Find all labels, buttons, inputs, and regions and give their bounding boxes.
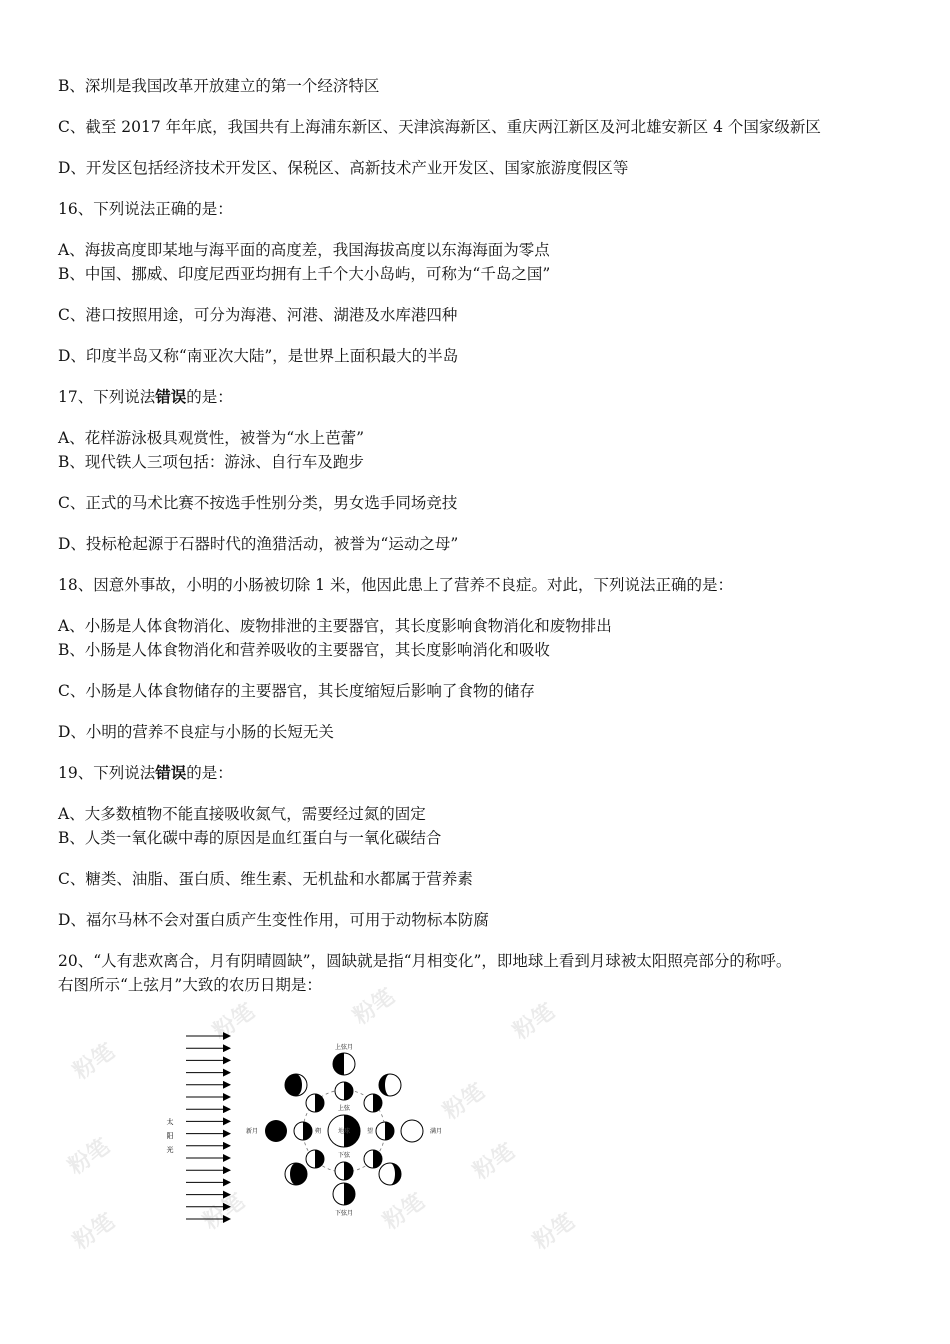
sunlight-label-char: 太 bbox=[166, 1118, 174, 1126]
option-b-18: B、小肠是人体食物消化和营养吸收的主要器官，其长度影响消化和吸收 bbox=[58, 641, 550, 659]
inner-moon-new bbox=[294, 1122, 312, 1140]
watermark-text: 粉笔 bbox=[349, 984, 400, 1030]
outer-moon-waning-gibbous bbox=[379, 1163, 401, 1185]
option-d-19: D、福尔马林不会对蛋白质产生变性作用，可用于动物标本防腐 bbox=[58, 911, 489, 929]
question-20-line2: 右图所示“上弦月”大致的农历日期是： bbox=[58, 976, 322, 994]
inner-moon-waxing-gibbous bbox=[364, 1094, 382, 1112]
option-b-19: B、人类一氧化碳中毒的原因是血红蛋白与一氧化碳结合 bbox=[58, 829, 442, 847]
option-b-17: B、现代铁人三项包括：游泳、自行车及跑步 bbox=[58, 453, 364, 471]
sunlight-arrows bbox=[186, 1036, 230, 1219]
option-c-16: C、港口按照用途，可分为海港、河港、湖港及水库港四种 bbox=[58, 306, 458, 324]
option-b-15: B、深圳是我国改革开放建立的第一个经济特区 bbox=[58, 77, 380, 95]
sunlight-label-char: 阳 bbox=[166, 1132, 174, 1140]
outer-moon-full bbox=[401, 1120, 423, 1142]
question-17-emphasis: 错误 bbox=[155, 387, 187, 406]
watermark-text: 粉笔 bbox=[509, 999, 560, 1045]
inner-label-last-quarter: 下弦 bbox=[337, 1152, 351, 1159]
outer-moon-waning-crescent bbox=[285, 1163, 307, 1185]
inner-moon-first-quarter bbox=[335, 1082, 353, 1100]
watermark-text: 粉笔 bbox=[64, 1134, 115, 1180]
inner-moon-waxing-crescent bbox=[306, 1094, 324, 1112]
watermark-text: 粉笔 bbox=[529, 1209, 580, 1255]
label-full-moon: 满月 bbox=[429, 1128, 443, 1135]
inner-label-first-quarter: 上弦 bbox=[337, 1105, 351, 1112]
option-d-16: D、印度半岛又称“南亚次大陆”，是世界上面积最大的半岛 bbox=[58, 347, 459, 365]
watermark-text: 粉笔 bbox=[439, 1079, 490, 1125]
watermark-text: 粉笔 bbox=[469, 1139, 520, 1185]
outer-moon-waxing-gibbous bbox=[379, 1074, 401, 1096]
watermark-text: 粉笔 bbox=[379, 1189, 430, 1235]
question-20-line1: 20、“人有悲欢离合，月有阴晴圆缺”，圆缺就是指“月相变化”，即地球上看到月球被太阳照亮部分的称呼。 bbox=[58, 952, 792, 970]
question-18: 18、因意外事故，小明的小肠被切除 1 米，他因此患上了营养不良症。对此，下列说法正确的是： bbox=[58, 576, 733, 594]
label-last-quarter-moon: 下弦月 bbox=[334, 1210, 354, 1217]
option-a-16: A、海拔高度即某地与海平面的高度差，我国海拔高度以东海海面为零点 bbox=[58, 241, 550, 259]
option-a-19: A、大多数植物不能直接吸收氮气，需要经过氮的固定 bbox=[58, 805, 426, 823]
label-first-quarter-moon: 上弦月 bbox=[334, 1044, 354, 1051]
question-19-suffix: 的是： bbox=[186, 764, 233, 782]
option-c-19: C、糖类、油脂、蛋白质、维生素、无机盐和水都属于营养素 bbox=[58, 870, 473, 888]
option-b-16: B、中国、挪威、印度尼西亚均拥有上千个大小岛屿，可称为“千岛之国” bbox=[58, 265, 551, 283]
earth-label: 地球 bbox=[337, 1128, 351, 1135]
option-a-18: A、小肠是人体食物消化、废物排泄的主要器官，其长度影响食物消化和废物排出 bbox=[58, 617, 612, 635]
inner-moon-last-quarter bbox=[335, 1162, 353, 1180]
question-19-emphasis: 错误 bbox=[155, 763, 187, 782]
option-c-15: C、截至 2017 年年底，我国共有上海浦东新区、天津滨海新区、重庆两江新区及河北雄安新区 4 个国家级新区 bbox=[58, 118, 821, 136]
option-c-17: C、正式的马术比赛不按选手性别分类，男女选手同场竞技 bbox=[58, 494, 458, 512]
question-16: 16、下列说法正确的是： bbox=[58, 200, 233, 218]
inner-label-new: 朔 bbox=[314, 1128, 322, 1135]
label-new-moon: 新月 bbox=[245, 1128, 259, 1135]
question-19-prefix: 19、下列说法 bbox=[58, 764, 156, 782]
inner-moon-waning-crescent bbox=[306, 1150, 324, 1168]
watermark-text: 粉笔 bbox=[209, 999, 260, 1045]
option-d-17: D、投标枪起源于石器时代的渔猎活动，被誉为“运动之母” bbox=[58, 535, 459, 553]
option-a-17: A、花样游泳极具观赏性，被誉为“水上芭蕾” bbox=[58, 429, 365, 447]
outer-moon-new bbox=[265, 1120, 287, 1142]
watermark-layer bbox=[63, 983, 580, 1255]
watermark-text: 粉笔 bbox=[69, 1039, 120, 1085]
outer-moon-waxing-crescent bbox=[285, 1074, 307, 1096]
question-17-prefix: 17、下列说法 bbox=[58, 388, 156, 406]
inner-label-full: 望 bbox=[366, 1128, 374, 1135]
watermark-text: 粉笔 bbox=[69, 1209, 120, 1255]
option-d-15: D、开发区包括经济技术开发区、保税区、高新技术产业开发区、国家旅游度假区等 bbox=[58, 159, 629, 177]
watermark-text: 粉笔 bbox=[199, 1189, 250, 1235]
outer-moon-first-quarter bbox=[333, 1053, 355, 1075]
option-c-18: C、小肠是人体食物储存的主要器官，其长度缩短后影响了食物的储存 bbox=[58, 682, 535, 700]
outer-moon-last-quarter bbox=[333, 1183, 355, 1205]
option-d-18: D、小明的营养不良症与小肠的长短无关 bbox=[58, 723, 334, 741]
sunlight-label-char: 光 bbox=[166, 1146, 174, 1154]
inner-moon-waning-gibbous bbox=[364, 1150, 382, 1168]
question-17-suffix: 的是： bbox=[186, 388, 233, 406]
inner-moon-full bbox=[376, 1122, 394, 1140]
